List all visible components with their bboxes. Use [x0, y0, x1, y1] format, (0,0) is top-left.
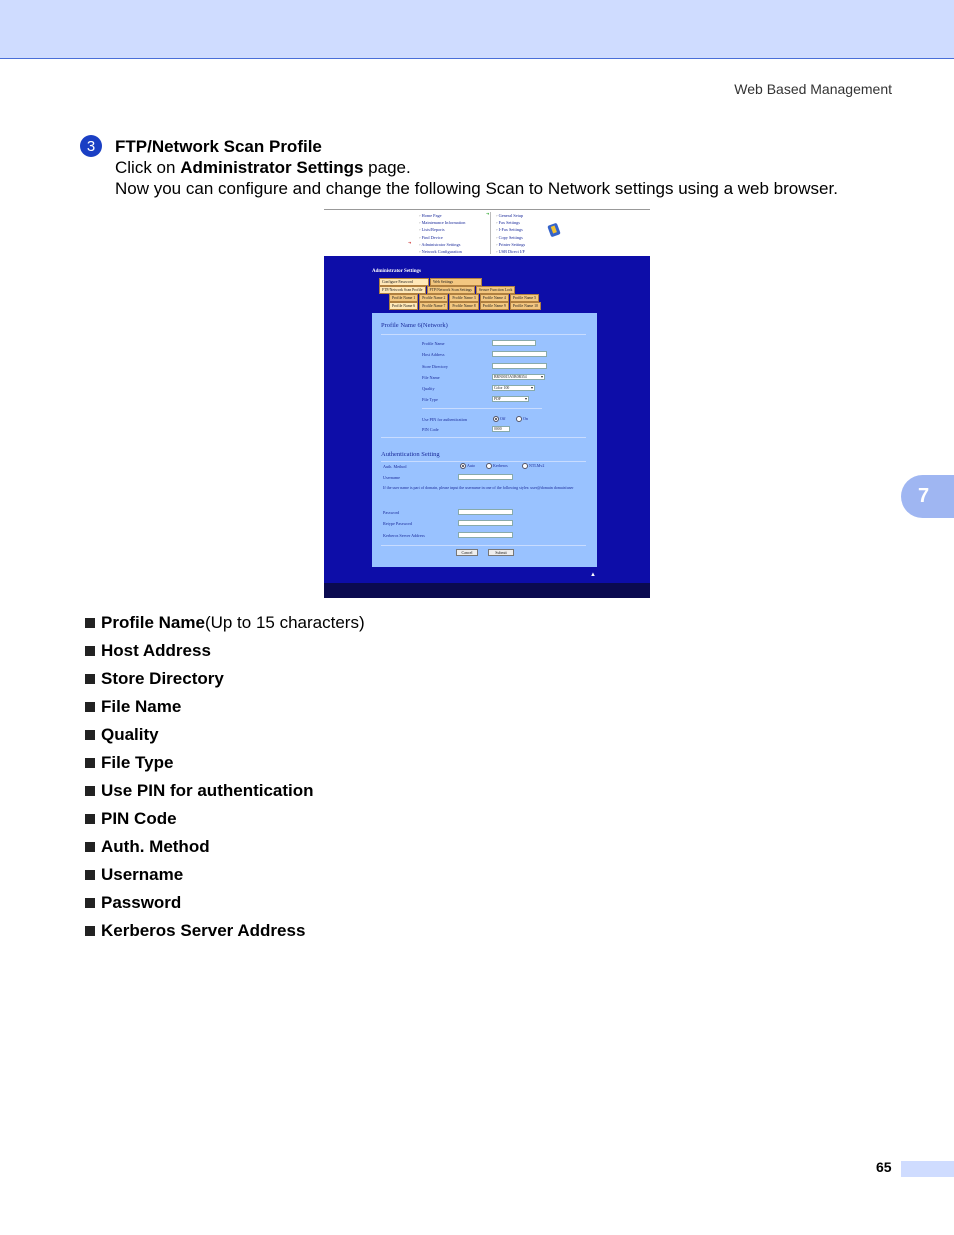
- item-term: Store Directory: [101, 669, 224, 688]
- divider: [381, 461, 586, 462]
- bullet-square-icon: [85, 842, 95, 852]
- auth-section-title: Authentication Setting: [381, 451, 440, 458]
- item-term: File Type: [101, 753, 174, 772]
- label-pin-code: PIN Code: [422, 427, 439, 432]
- item-term: File Name: [101, 697, 182, 716]
- tabs-row: [389, 294, 540, 302]
- radio-label: Auto: [467, 463, 475, 468]
- label-retype-password: Retype Password: [383, 521, 412, 526]
- tab-ftp-scan-profile[interactable]: FTP/Network Scan Profile: [379, 286, 426, 294]
- list-item: [85, 861, 365, 889]
- list-item: [85, 777, 365, 805]
- label-profile-name: Profile Name: [422, 341, 445, 346]
- list-item: [85, 665, 365, 693]
- tab-profile[interactable]: Profile Name 4: [480, 294, 509, 302]
- bullet-square-icon: [85, 646, 95, 656]
- list-item: [85, 609, 365, 637]
- item-term: Quality: [101, 725, 159, 744]
- bullet-square-icon: [85, 702, 95, 712]
- profile-name-input[interactable]: [492, 340, 536, 346]
- tabs-row: [379, 278, 483, 286]
- list-item: [85, 721, 365, 749]
- submit-button[interactable]: Submit: [488, 549, 514, 556]
- auth-auto-radio[interactable]: [460, 463, 475, 469]
- item-term: Password: [101, 893, 182, 912]
- radio-label: Off: [500, 416, 506, 421]
- label-use-pin: Use PIN for authentication: [422, 417, 468, 422]
- item-term: Kerberos Server Address: [101, 921, 306, 940]
- item-detail: (Up to 15 characters): [204, 613, 365, 632]
- item-term: Profile Name: [101, 613, 205, 632]
- tab-profile[interactable]: Profile Name 9: [480, 302, 509, 310]
- divider: [381, 334, 586, 335]
- host-address-input[interactable]: [492, 351, 547, 357]
- password-input[interactable]: [458, 509, 513, 515]
- kerberos-server-input[interactable]: [458, 532, 513, 538]
- admin-settings-title: Administrator Settings: [372, 269, 421, 274]
- header-band: [0, 0, 954, 59]
- list-item: [85, 749, 365, 777]
- screenshot-content: [324, 256, 650, 583]
- list-item: [85, 805, 365, 833]
- list-item: [85, 833, 365, 861]
- footer-tab: [901, 1161, 954, 1177]
- tab-profile[interactable]: Profile Name 5: [510, 294, 539, 302]
- tab-profile[interactable]: Profile Name 6: [389, 302, 418, 310]
- pin-code-input[interactable]: 0000: [492, 426, 510, 432]
- step-title: FTP/Network Scan Profile: [115, 137, 322, 156]
- menu-item[interactable]: ◦ Copy Settings: [496, 234, 525, 241]
- screenshot-footer: [324, 583, 650, 598]
- settings-list: [85, 609, 365, 945]
- menu-item[interactable]: ◦ Network Configuration: [419, 248, 465, 255]
- tab-web-settings[interactable]: Web Settings: [430, 278, 482, 286]
- file-name-select[interactable]: BRN0015A5B0B354 ▾: [492, 374, 545, 380]
- tab-ftp-scan-settings[interactable]: FTP/Network Scan Settings: [427, 286, 475, 294]
- menu-item[interactable]: ◦ Home Page: [419, 212, 465, 219]
- label-username: Username: [383, 475, 400, 480]
- menu-item[interactable]: ◦ Maintenance Information: [419, 219, 465, 226]
- screenshot-menu: [324, 209, 650, 257]
- label-file-name: File Name: [422, 375, 440, 380]
- menu-right: [496, 212, 525, 255]
- section-title: Web Based Management: [734, 81, 892, 97]
- label-host-address: Host Address: [422, 352, 445, 357]
- tools-icon: [547, 223, 561, 238]
- instruction-suffix: page.: [363, 158, 411, 177]
- menu-divider: [490, 212, 491, 254]
- instruction-prefix: Click on: [115, 158, 181, 177]
- bullet-square-icon: [85, 870, 95, 880]
- list-item: [85, 693, 365, 721]
- label-auth-method: Auth. Method: [383, 464, 407, 469]
- divider: [422, 408, 542, 409]
- radio-label: Kerberos: [493, 463, 508, 468]
- bullet-square-icon: [85, 814, 95, 824]
- store-directory-input[interactable]: [492, 363, 547, 369]
- label-store-directory: Store Directory: [422, 364, 448, 369]
- item-term: Auth. Method: [101, 837, 210, 856]
- menu-item[interactable]: ◦ I-Fax Settings: [496, 226, 525, 233]
- tab-profile[interactable]: Profile Name 7: [419, 302, 448, 310]
- pin-on-radio[interactable]: [516, 416, 528, 422]
- instruction-bold: Administrator Settings: [180, 158, 364, 177]
- radio-label: NTLMv2: [529, 463, 545, 468]
- bullet-square-icon: [85, 674, 95, 684]
- tab-configure-password[interactable]: Configure Password: [379, 278, 429, 286]
- quality-select[interactable]: Color 100 ▾: [492, 385, 535, 391]
- menu-item[interactable]: ◦ Find Device: [419, 234, 465, 241]
- retype-password-input[interactable]: [458, 520, 513, 526]
- step-instruction: [115, 158, 411, 178]
- bullet-square-icon: [85, 758, 95, 768]
- tab-profile[interactable]: Profile Name 2: [419, 294, 448, 302]
- divider: [381, 437, 586, 438]
- username-input[interactable]: [458, 474, 513, 480]
- tab-profile[interactable]: Profile Name 1: [389, 294, 418, 302]
- username-note: If the user name is part of domain, please input the username in one of the following styles: user@domain domain\user: [383, 485, 574, 490]
- bullet-square-icon: [85, 618, 95, 628]
- page-number: 65: [876, 1159, 892, 1175]
- cancel-button[interactable]: Cancel: [456, 549, 478, 556]
- label-file-type: File Type: [422, 397, 438, 402]
- tab-profile[interactable]: Profile Name 10: [510, 302, 541, 310]
- divider: [381, 545, 586, 546]
- label-password: Password: [383, 510, 400, 515]
- step-number-icon: 3: [80, 135, 102, 157]
- list-item: [85, 889, 365, 917]
- profile-panel: [372, 313, 597, 567]
- scroll-top-icon[interactable]: ▲: [590, 572, 596, 578]
- tab-profile[interactable]: Profile Name 8: [449, 302, 478, 310]
- settings-screenshot: [324, 209, 650, 598]
- menu-item[interactable]: ◦ General Setup: [496, 212, 525, 219]
- tab-secure-function-lock[interactable]: Secure Function Lock: [476, 286, 516, 294]
- chapter-tab: 7: [901, 475, 954, 518]
- bullet-square-icon: [85, 786, 95, 796]
- item-term: Host Address: [101, 641, 211, 660]
- step-description: Now you can configure and change the following Scan to Network settings using a web browser.: [115, 179, 838, 198]
- selection-arrow-icon: ➜: [486, 211, 490, 216]
- selection-arrow-icon: ➜: [408, 240, 412, 245]
- radio-label: On: [523, 416, 528, 421]
- menu-item[interactable]: ◦ Administrator Settings: [419, 241, 465, 248]
- menu-item[interactable]: ◦ Fax Settings: [496, 219, 525, 226]
- tabs-row: [379, 286, 516, 294]
- bullet-square-icon: [85, 926, 95, 936]
- file-type-select[interactable]: PDF ▾: [492, 396, 529, 402]
- item-term: PIN Code: [101, 809, 177, 828]
- auth-ntlm-radio[interactable]: [522, 463, 544, 469]
- item-term: Username: [101, 865, 184, 884]
- bullet-square-icon: [85, 730, 95, 740]
- menu-item[interactable]: ◦ Lists/Reports: [419, 226, 465, 233]
- label-quality: Quality: [422, 386, 435, 391]
- menu-item[interactable]: ◦ Printer Settings: [496, 241, 525, 248]
- panel-title: Profile Name 6(Network): [381, 322, 448, 329]
- list-item: [85, 917, 365, 945]
- pin-off-radio[interactable]: [493, 416, 505, 422]
- menu-left: [419, 212, 465, 255]
- list-item: [85, 637, 365, 665]
- auth-kerberos-radio[interactable]: [486, 463, 508, 469]
- tab-profile[interactable]: Profile Name 3: [449, 294, 478, 302]
- item-term: Use PIN for authentication: [101, 781, 314, 800]
- label-kerberos-server: Kerberos Server Address: [383, 533, 425, 538]
- tabs-row: [389, 302, 542, 310]
- bullet-square-icon: [85, 898, 95, 908]
- menu-item[interactable]: ◦ USB Direct I/F: [496, 248, 525, 255]
